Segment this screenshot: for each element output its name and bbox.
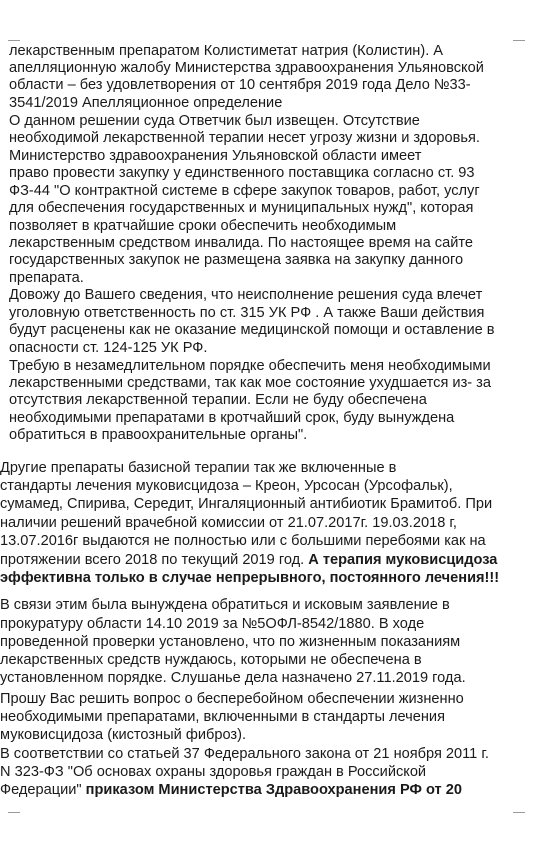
text-line: стандарты лечения муковисцидоза – Креон, Урсосан (Урсофальк), [0, 478, 453, 494]
text-line: О данном решении суда Ответчик был извещен. Отсутствие [9, 113, 420, 129]
text-line: области – без удовлетворения от 10 сентября 2019 года Дело №33- [9, 77, 471, 93]
text-line: 3541/2019 Апелляционное определение [9, 95, 283, 111]
bold-emphasis: А терапия муковисцидоза [308, 552, 498, 568]
text-line: муковисцидоза (кистозный фиброз). [0, 727, 247, 743]
text-line: Довожу до Вашего сведения, что неисполнение решения суда влечет [9, 287, 483, 303]
text-line: Прошу Вас решить вопрос о бесперебойном обеспечении жизненно [0, 691, 464, 707]
text-span: Федерации" [0, 782, 86, 798]
text-line: препарата. [9, 270, 84, 286]
crop-mark-top-left [8, 40, 20, 41]
bold-emphasis-line: эффективна только в случае непрерывного, постоянного лечения!!! [0, 570, 500, 586]
text-line [0, 552, 497, 568]
text-line: уголовную ответственность по ст. 315 УК РФ . А также Ваши действия [9, 305, 485, 321]
bold-emphasis: приказом Министерства Здравоохранения РФ от 20 [85, 782, 462, 798]
crop-mark-top-right [513, 40, 525, 41]
text-line: для обеспечения государственных и муниципальных нужд", которая [9, 200, 474, 216]
text-line: проведенной проверки установлено, что по жизненным показаниям [0, 634, 461, 650]
text-line: обратиться в правоохранительные органы". [9, 427, 308, 443]
crop-mark-bottom-left [8, 812, 20, 813]
crop-mark-bottom-right [513, 812, 525, 813]
text-line [0, 782, 462, 798]
text-line: Министерство здравоохранения Ульяновской области имеет [9, 148, 422, 164]
text-line: лекарственных средств нуждаюсь, которыми не обеспечена в [0, 652, 422, 668]
text-line: позволяет в кратчайшие сроки обеспечить необходимым [9, 218, 397, 234]
text-line: прокуратуру области 14.10 2019 за №5ОФЛ-8542/1880. В ходе [0, 616, 425, 632]
text-line: опасности ст. 124-125 УК РФ. [9, 340, 208, 356]
text-line: необходимой лекарственной терапии несет угрозу жизни и здоровья. [9, 130, 480, 146]
text-line: апелляционную жалобу Министерства здравоохранения Ульяновской [9, 60, 484, 76]
text-line: Другие препараты базисной терапии так же включенные в [0, 460, 397, 476]
text-line: лекарственным средством инвалида. По настоящее время на сайте [9, 235, 473, 251]
text-line: наличии решений врачебной комиссии от 21.07.2017г. 19.03.2018 г, [0, 515, 457, 531]
text-line: лекарственным препаратом Колистиметат натрия (Колистин). А [9, 43, 444, 59]
text-line: сумамед, Спирива, Середит, Ингаляционный антибиотик Брамитоб. При [0, 496, 493, 512]
text-line: отсутствия лекарственной терапии. Если не буду обеспечена [9, 392, 427, 408]
text-line: право провести закупку у единственного поставщика согласно ст. 93 [9, 165, 475, 181]
text-span: протяжении всего 2018 по текущий 2019 год. [0, 552, 309, 568]
text-line: Требую в незамедлительном порядке обеспечить меня необходимыми [9, 358, 491, 374]
text-line: N 323-ФЗ "Об основах охраны здоровья граждан в Российской [0, 764, 427, 780]
text-line: государственных закупок не размещена заявка на закупку данного [9, 252, 464, 268]
text-line: лекарственными средствами, так как мое состояние ухудшается из- за [9, 375, 491, 391]
text-line: ФЗ-44 "О контрактной системе в сфере закупок товаров, работ, услуг [9, 183, 480, 199]
text-line: необходимыми препаратами, включенными в стандарты лечения [0, 709, 445, 725]
text-line: В связи этим была вынуждена обратиться и исковым заявление в [0, 597, 450, 613]
text-line: В соответствии со статьей 37 Федерального закона от 21 ноября 2011 г. [0, 746, 489, 762]
text-line: необходимыми препаратами в кротчайший срок, буду вынуждена [9, 410, 455, 426]
text-line: установленном порядке. Слушанье дела назначено 27.11.2019 года. [0, 670, 466, 686]
text-line: 13.07.2016г выдаются не полностью или с большими перебоями как на [0, 533, 486, 549]
text-line: будут расценены как не оказание медицинской помощи и оставление в [9, 322, 495, 338]
